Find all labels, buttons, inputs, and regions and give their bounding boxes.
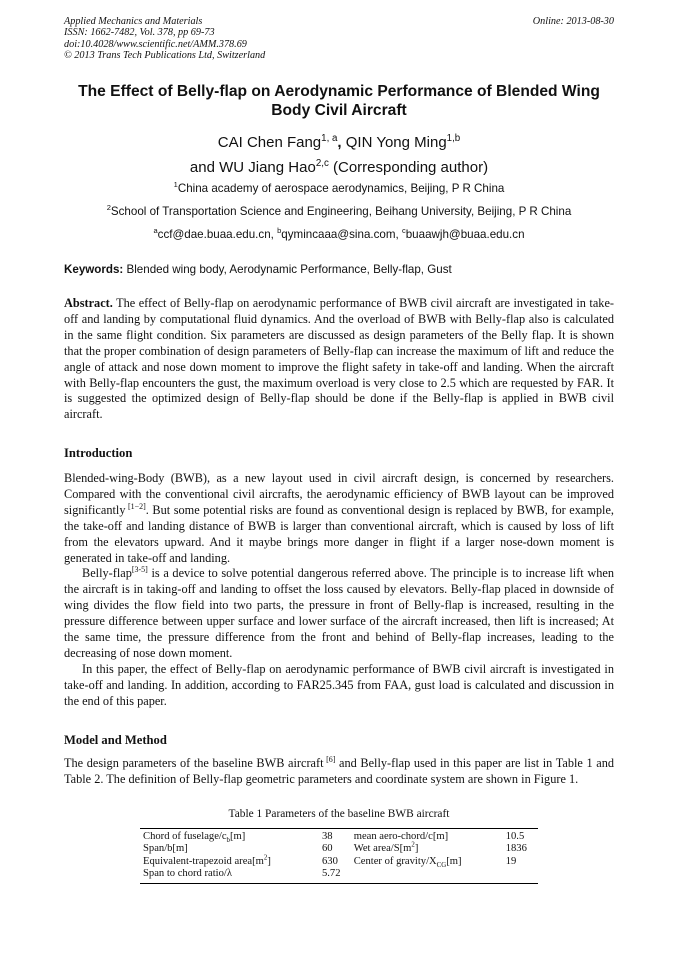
table-1-caption: Table 1 Parameters of the baseline BWB aircraft — [228, 808, 450, 820]
abstract-text: The effect of Belly-flap on aerodynamic performance of BWB civil aircraft are investigated in take-off and landing by computational fluid dynamics. And the overload of BWB with Belly-flap also is calculated in the same flight condition. Six parameters are discussed as design parameters of the Belly flap. It is shown that the proper combination of design parameters of Belly-flap can increase the maximum of lift and reduce the angle of attack and nose down moment to improve the flight safety in take-off and landing. When the aircraft with Belly-flap encounters the gust, the maximum overload is very close to 2.5 which are requested by FAR. It is suggested the optimized design of Belly-flap should be done if the Belly-flap is applied in BWB civil aircraft. — [64, 296, 614, 422]
affiliation-2 — [30, 205, 648, 218]
table-cell — [140, 856, 319, 868]
cell-text: ] — [267, 855, 271, 867]
author-line-2 — [40, 155, 638, 180]
table-cell: 5.72 — [319, 868, 351, 883]
email-cai[interactable]: ccf@dae.buaa.edu.cn, — [157, 228, 278, 241]
email-qin[interactable]: qymincaaa@sina.com, — [281, 228, 402, 241]
intro-p1-text-b: . But some potential risks are found as conventional design is replaced by BWB, for example, the take-off and landing distance of BWB is larger than conventional aircraft, which is caused by loss of lift from the elevators upward. And it maybe brings more danger in flight if a larger nose-down moment is generated in take-off and landing. — [64, 502, 614, 565]
affiliation-1 — [30, 182, 648, 195]
model-p1-text-a: The design parameters of the baseline BWB aircraft — [64, 756, 324, 770]
cell-text: Equivalent-trapezoid area[m — [143, 855, 264, 867]
table-cell: 10.5 — [503, 829, 538, 844]
cell-text: Center of gravity/X — [353, 855, 437, 867]
model-p1-ref[interactable]: [6] — [323, 754, 336, 764]
cell-text: Chord of fuselage/c — [143, 831, 227, 842]
intro-p1-ref[interactable]: [1−2] — [125, 501, 146, 511]
online-date: Online: 2013-08-30 — [532, 16, 614, 27]
intro-p2-ref[interactable]: [3-5] — [131, 565, 148, 575]
abstract-paragraph — [64, 296, 614, 423]
table-1 — [140, 828, 538, 884]
affiliation-1-text: China academy of aerospace aerodynamics, Beijing, P R China — [177, 182, 505, 195]
cell-text: [m] — [446, 855, 462, 867]
author-cai: CAI Chen Fang — [217, 134, 322, 151]
table-cell: 60 — [321, 843, 333, 855]
table-cell: 19 — [505, 855, 517, 867]
table-cell: 630 — [321, 855, 338, 867]
intro-p2-text-b: is a device to solve potential dangerous referred above. The principle is to increase lift when the aircraft is in taking-off and landing to offset the loss caused by elevators. Belly-flap placed in downside of wing divides the flow field into two parts, the pressure in front of Belly-flap is increased, resulting in the pressure difference between upper surface and lower surface of the aircraft increased, then lift is increased; At the same time, the pressure difference from the front and behind of Belly-flap increases, leading to the decreasing of nose down moment. — [64, 566, 614, 660]
abstract — [64, 296, 614, 423]
cell-sup: 2 — [411, 841, 415, 849]
affiliation-2-sup: 2 — [106, 203, 111, 213]
table-row — [140, 829, 538, 844]
cell-sup: 2 — [263, 854, 268, 862]
table-cell — [351, 856, 503, 868]
intro-p1-text-a: Blended-wing-Body (BWB), as a new layout used in civil aircraft design, is concerned by researchers. Compared with the conventional civil aircrafts, the aerodynamic efficiency of BWB layout can be improved significantly — [64, 471, 614, 517]
email-line — [30, 228, 648, 241]
cell-text: [m] — [229, 831, 246, 842]
affiliation-2-text: School of Transportation Science and Engineering, Beihang University, Beijing, P R China — [110, 205, 572, 218]
paper-title — [40, 82, 638, 120]
title-line-2: Body Civil Aircraft — [271, 102, 407, 119]
table-cell — [351, 868, 503, 883]
keywords-text: Blended wing body, Aerodynamic Performance, Belly-flap, Gust — [123, 263, 452, 276]
author-wu-sup: 2,c — [315, 158, 329, 169]
table-cell — [503, 868, 538, 883]
introduction-heading: Introduction — [64, 446, 133, 460]
table-cell — [351, 843, 503, 855]
email-wu[interactable]: buaawjh@buaa.edu.cn — [405, 228, 525, 241]
intro-p2-text-a: Belly-flap — [82, 566, 132, 581]
table-row — [140, 856, 538, 868]
table-cell: 1836 — [505, 843, 527, 855]
cell-text: ] — [414, 843, 419, 855]
table-cell: Span/b[m] — [143, 843, 188, 855]
table-cell: 38 — [319, 829, 351, 844]
table-row — [140, 868, 538, 883]
affiliation-1-sup: 1 — [173, 180, 178, 190]
table-cell — [140, 829, 319, 844]
author-qin-sup: 1,b — [446, 133, 461, 144]
email-b-sup: b — [277, 226, 282, 236]
model-paragraph-1 — [64, 756, 614, 788]
journal-name: Applied Mechanics and Materials — [64, 16, 203, 27]
corresponding-note: (Corresponding author) — [328, 159, 489, 176]
copyright-line: © 2013 Trans Tech Publications Ltd, Switzerland — [64, 50, 266, 62]
model-method-body — [64, 756, 614, 788]
introduction-body — [64, 471, 614, 710]
author-line-1 — [40, 130, 638, 155]
table-cell: mean aero-chord/c[m] — [351, 829, 503, 844]
table-row — [140, 843, 538, 855]
intro-paragraph-2 — [64, 566, 614, 661]
issn-line: ISSN: 1662-7482, Vol. 378, pp 69-73 — [64, 27, 215, 39]
email-c-sup: c — [401, 226, 406, 236]
intro-paragraph-1 — [64, 471, 614, 566]
cell-sub: b — [226, 837, 230, 845]
author-qin: QIN Yong Ming — [341, 134, 447, 151]
title-line-1: The Effect of Belly-flap on Aerodynamic Performance of Blended Wing — [78, 83, 600, 100]
author-cai-sup: 1, a — [321, 133, 338, 144]
journal-header — [64, 16, 265, 62]
email-a-sup: a — [153, 226, 158, 236]
author-list — [40, 130, 638, 180]
author-wu: and WU Jiang Hao — [189, 159, 316, 176]
model-method-heading: Model and Method — [64, 733, 167, 747]
model-p1-text-b: and Belly-flap used in this paper are list in Table 1 and Table 2. The definition of Belly-flap geometric parameters and coordinate system are shown in Figure 1. — [64, 756, 614, 786]
cell-sub: CG — [436, 861, 447, 869]
intro-paragraph-3: In this paper, the effect of Belly-flap on aerodynamic performance of BWB civil aircraft is investigated in take-off and landing. In addition, according to FAR25.345 from FAA, gust load is calculated and discussion in the end of this paper. — [64, 661, 614, 708]
keywords — [64, 263, 452, 276]
abstract-label: Abstract. — [64, 296, 113, 310]
table-cell: Span to chord ratio/λ — [140, 868, 319, 883]
author-separator: , — [337, 134, 342, 151]
doi-line[interactable]: doi:10.4028/www.scientific.net/AMM.378.69 — [64, 38, 247, 50]
cell-text: Wet area/S[m — [353, 843, 412, 855]
keywords-label: Keywords: — [64, 263, 124, 276]
